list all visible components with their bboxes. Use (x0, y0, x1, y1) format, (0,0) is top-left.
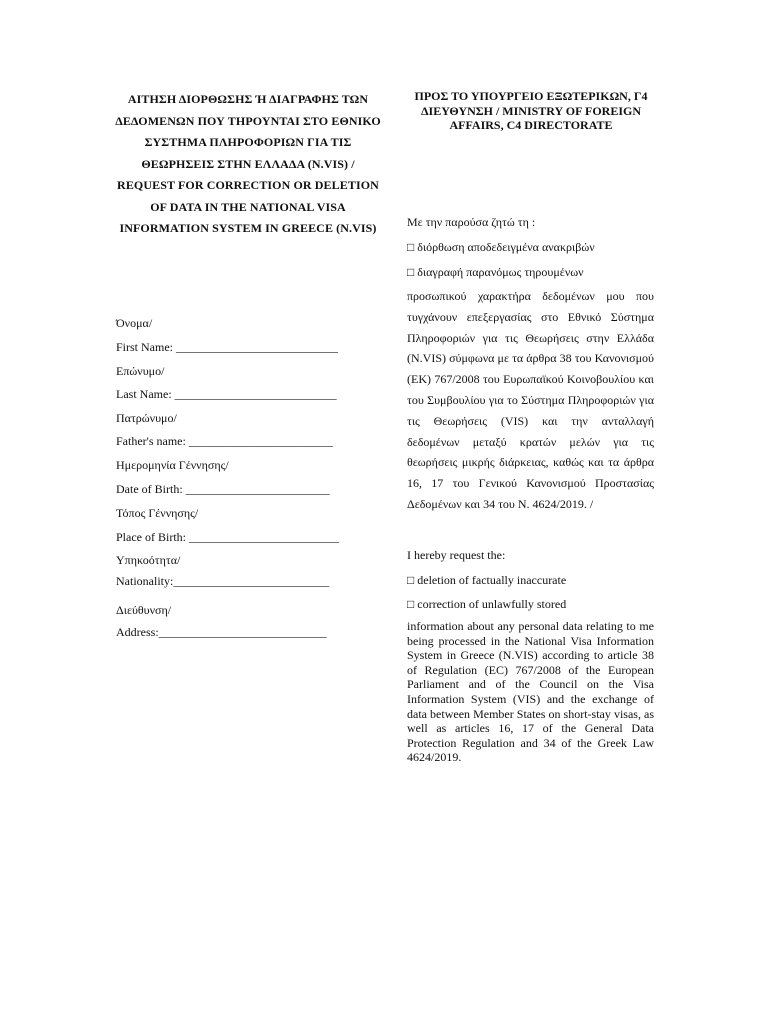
fathers-name-field[interactable]: Father's name: ________________________ (116, 434, 333, 448)
english-request-intro: I hereby request the: (407, 548, 506, 562)
birth-place-label-gr: Τόπος Γέννησης/ (116, 506, 199, 520)
first-name-field[interactable]: First Name: ___________________________ (116, 340, 338, 354)
address-field[interactable]: Address:____________________________ (116, 625, 327, 639)
fathers-name-label-gr: Πατρώνυμο/ (116, 411, 177, 425)
birth-date-field[interactable]: Date of Birth: ________________________ (116, 482, 330, 496)
left-form-title: ΑΙΤΗΣΗ ΔΙΟΡΘΩΣΗΣ Ή ΔΙΑΓΡΑΦΗΣ ΤΩΝ ΔΕΔΟΜΕΝΩΝ ΠΟΥ ΤΗΡΟΥΝΤΑΙ ΣΤΟ ΕΘΝΙΚΟ ΣΥΣΤΗΜΑ ΠΛΗΡΟΦΟΡΙΩΝ ΓΙΑ ΤΙΣ ΘΕΩΡΗΣΕΙΣ ΣΤΗΝ ΕΛΛΑΔΑ (N.VIS) / REQUEST FOR CORRECTION OR DELETION OF DATA IN THE NATIONAL VISA INFORMATION SYSTEM IN GREECE (N.VIS) (115, 92, 381, 235)
first-name-label-gr: Όνομα/ (116, 316, 153, 330)
greek-option-correction[interactable]: □ διόρθωση αποδεδειγμένα ανακριβών (407, 240, 595, 254)
english-option-correction[interactable]: □ correction of unlawfully stored (407, 597, 567, 611)
greek-request-intro: Με την παρούσα ζητώ τη : (407, 215, 536, 229)
last-name-field[interactable]: Last Name: ___________________________ (116, 387, 337, 401)
greek-option-deletion[interactable]: □ διαγραφή παρανόμως τηρουμένων (407, 265, 584, 279)
address-label-gr: Διεύθυνση/ (116, 603, 172, 617)
greek-request-body: προσωπικού χαρακτήρα δεδομένων μου που τυγχάνουν επεξεργασίας στο Εθνικό Σύστημα Πληροφοριών για τις Θεωρήσεις στην Ελλάδα (N.VIS) σύμφωνα με τα άρθρα 38 του Κανονισμού (ΕΚ) 767/2008 του Ευρωπαϊκού Κοινοβουλίου και του Συμβουλίου για το Σύστημα Πληροφοριών για τις Θεωρήσεις (VIS) και την ανταλλαγή δεδομένων μεταξύ κρατών μελών για τις θεωρήσεις μικρής διάρκειας, καθώς και τα άρθρα 16, 17 του Γενικού Κανονισμού Προστασίας Δεδομένων και 34 του Ν. 4624/2019. / (407, 289, 654, 511)
birth-date-label-gr: Ημερομηνία Γέννησης/ (116, 458, 229, 472)
nationality-field[interactable]: Nationality:__________________________ (116, 574, 330, 588)
english-request-body: information about any personal data relating to me being processed in the National Visa Information System in Greece (N.VIS) according to article 38 of Regulation (EC) 767/2008 of the European Parliament and of the Council on the Visa Information System (VIS) and the exchange of data between Member States on short-stay visas, as well as articles 16, 17 of the General Data Protection Regulation and 34 of the Greek Law 4624/2019. (407, 619, 654, 765)
recipient-title: ΠΡΟΣ ΤΟ ΥΠΟΥΡΓΕΙΟ ΕΞΩΤΕΡΙΚΩΝ, Γ4 ΔΙΕΥΘΥΝΣΗ / MINISTRY OF FOREIGN AFFAIRS, C4 DIRECTORATE (414, 89, 648, 132)
nationality-label-gr: Υπηκοότητα/ (116, 553, 181, 567)
last-name-label-gr: Επώνυμο/ (116, 364, 165, 378)
birth-place-field[interactable]: Place of Birth: _________________________ (116, 530, 339, 544)
english-option-deletion[interactable]: □ deletion of factually inaccurate (407, 573, 567, 587)
